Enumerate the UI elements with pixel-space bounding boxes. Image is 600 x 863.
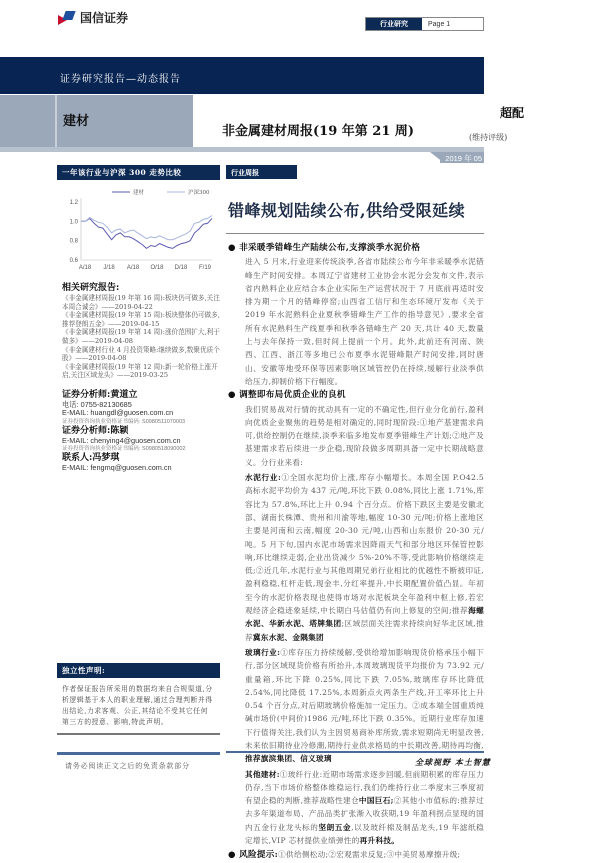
independence-title: 独立性声明:	[57, 663, 220, 678]
section-text: 我们贸易战对行情的扰动具有一定的不确定性,但行业分化前行,盈利向优质企业聚焦的趋势是相对确定的,同时现阶段:①地产基建需求尚可,供给控制仍在继续,淡季来临多地发布夏季错峰生产计划;②地产及基建需求若后续进一步企稳,现阶段做多周期具备一定中长期战略意义。分行业来看:	[245, 404, 484, 467]
related-reports	[62, 282, 222, 380]
cement-text: ①全国水泥均价上涨,库存小幅增长。本周全国 P.O42.5 高标水泥平均价为 437 元/吨,环比下跌 0.08%,同比上涨 1.71%,库容比为 57.8%,环比上升 0.94 个百分点。价格下跌区主要是安徽北部、湖南长株潭、贵州和川渝等地,幅度 10-30 元/吨;价格上涨地区主要是河南和云南,幅度 20-30 元/吨,山西和山东报价 20-30 元/吨。5 月下旬,国内水泥市场需求因降雨天气和部分地区环保管控影响,环比继续走弱,企业出货减少 5%-20%不等,受此影响价格继续走低;②近几年,水泥行业与其他周期兄弟行业相比的优越性不断被印证,盈利稳稳,杠杆走低,现金丰,分红率提升,中长期配置价值凸显。年初至今的水泥价格表现也使得市场对水泥板块全年盈利中枢上修,若宏观经济企稳迹象延续,中长期白马估值仍有向上修复的空间;推荐	[245, 473, 484, 616]
cement-text: ;区域层面关注需求持续向好华北区域,推荐	[245, 619, 484, 642]
contact-role: 联系人:	[62, 453, 93, 464]
contact-name-text: 冯梦琪	[92, 453, 120, 464]
related-item[interactable]	[62, 328, 222, 345]
legend-label: 沪深300	[188, 190, 210, 196]
analyst-name-text: 陈颖	[110, 425, 129, 436]
risk-text: ①供给侧松动;②宏观需求反复;③中美贸易摩擦升级;	[278, 850, 461, 860]
logo-icon	[58, 11, 76, 25]
page-number: Page 1	[428, 20, 451, 28]
related-item-date: ——2019-04-08	[81, 336, 133, 345]
other-text: ,以及玻纤棉及制品龙头,19 年滤纸稳定增长,VIP 芯材提供业绩弹性的	[245, 822, 485, 846]
divider	[0, 147, 484, 152]
related-item-date: ——2019-03-25	[116, 371, 169, 380]
x-tick-label: A/18	[78, 265, 92, 270]
cement-paragraph	[228, 471, 484, 644]
analyst-cert: 证券投资咨询执业资格证书编码: S0980518090002	[62, 446, 186, 453]
independence-text: 作者保证报告所采用的数据均来自合规渠道,分析逻辑基于本人的职业理解,通过合理判断并得出结论,力求客观、公正,其结论不受其它任何第三方的授意、影响,特此声明。	[57, 678, 220, 735]
chart-svg	[57, 180, 220, 270]
chart-title: 一年该行业与沪深 300 走势比较	[57, 165, 220, 180]
contact-email[interactable]: E-MAIL: fengmq@guosen.com.cn	[62, 463, 172, 473]
analyst-name-text: 黄道立	[110, 390, 138, 400]
headline: 错峰规划陆续公布,供给受限延续	[228, 201, 466, 220]
report-date: 2019 年 05 月 29 日	[445, 154, 482, 174]
section-text: 进入 5 月末,行业迎来传统淡季,各省市陆续公布今年非采暖季水泥错峰生产时间安排。本周辽宁省建材工业协会水泥分会发布文件,表示省内熟料企业应结合本企业实际生产运营状况于 7 月底前再适时安排为期一个月的错峰停窑;山西省工信厅和生态环境厅发布《关于 2019 年水泥熟料企业夏秋季错峰生产工作的指导意见》,要求全省所有水泥熟料生产线夏季和秋季各错峰生产 20 天,共计 40 天,数量上与去年保持一致,但时间上提前一个月。此外,此前还有河南、陕西、江西、浙江等多地已公布夏季水泥错峰限产时间安排,同时唐山、安徽等地受环保等因素影响区域管控仍在持续,缓解行业淡季供给压力,抑制价格下行幅度。	[245, 257, 484, 386]
cement-label: 水泥行业:	[245, 473, 282, 483]
header-tag	[365, 17, 484, 31]
company-logo	[58, 9, 128, 26]
other-pick: 中国巨石;	[358, 796, 394, 806]
analyst-cert: 证券投资咨询执业资格证书编码: S0980511070003	[62, 418, 186, 425]
other-pick: 再升科技。	[359, 836, 400, 846]
y-tick-label: 0.8	[69, 238, 78, 245]
section-heading: ● 调整即布局优质企业的良机	[228, 389, 484, 402]
report-body	[228, 241, 484, 863]
sector-label: 建材	[55, 95, 89, 147]
glass-text: ①库存压力持续缓解,受供给增加影响现货价格承压小幅下行,部分区域现货价格有所抬升,本周玻璃现货平均报价为 73.92 元/重量箱,环比下降 0.25%,同比下跌 7.05%,玻璃库存环比降低 2.54%,同比降低 17.25%,本周新点火两条生产线,开工率环比上升 0.54 个百分点,对后期玻璃价格施加一定压力。②成本端全国重质纯碱市场价(中间价)1986 元/吨,环比下跌 0.35%。近期行业库存加速下行值得关注,我们认为主因贸易商补库所致,需求短期尚无明显改善,未来依旧期待业冷修潮,期待行业供求格局的中长期改善,期待再均衡,	[245, 647, 484, 750]
other-text: ①玻纤行业:近期市场需求逐步回暖,但前期积累的库存压力仍存,当下市场价格整体维稳运行,我们仍维持行业二季度末三季度初有望企稳的判断,推荐战略性建仓	[245, 769, 484, 806]
report-category-tag: 行业周报	[226, 165, 297, 179]
y-tick-label: 1.2	[69, 200, 78, 206]
analyst-email[interactable]: E-MAIL: chenying4@guosen.com.cn	[62, 435, 181, 445]
cement-picks: 海螺水泥、华新水泥、塔牌集团	[245, 606, 484, 629]
legend-label: 建材	[133, 190, 145, 196]
glass-paragraph	[228, 646, 484, 766]
x-tick-label: J/18	[103, 265, 115, 270]
report-title: 非金属建材周报(19 年第 21 周)	[222, 124, 415, 139]
related-title: 相关研究报告:	[62, 283, 120, 293]
x-tick-label: F/19	[198, 265, 212, 270]
related-item[interactable]	[62, 363, 222, 380]
related-item-title: 《非金属建材周报(19 年第 14 周):涨价范围扩大,利于做多》	[62, 328, 220, 345]
analyst-email[interactable]: E-MAIL: huangdl@guosen.com.cn	[62, 408, 174, 418]
related-item-date: ——2019-04-22	[101, 302, 153, 311]
related-item-title: 《非金属建材周报(19 年第 12 周):新一轮价格上涨开启,关注区域龙头》	[62, 362, 218, 380]
glass-label: 玻璃行业:	[245, 647, 281, 657]
rating-note: (维持评级)	[469, 133, 508, 142]
related-item-title: 《非金属建材周报(19 年第 15 周):板块整体仍可做多,推荐登朗五金》	[62, 311, 220, 328]
other-pick: 坚朗五金	[318, 822, 352, 832]
related-item[interactable]	[62, 311, 222, 328]
rating: 超配	[500, 106, 525, 120]
x-tick-label: O/18	[150, 265, 164, 270]
analyst-role: 证券分析师:	[62, 425, 111, 436]
related-item-date: ——2019-04-15	[108, 319, 160, 328]
analyst-phone: 电话: 0755-82130685	[62, 400, 132, 409]
footer-divider	[226, 751, 484, 753]
other-paragraph	[228, 768, 484, 848]
related-item[interactable]	[62, 346, 222, 363]
risk-heading	[228, 848, 484, 862]
performance-chart	[57, 165, 220, 274]
related-item-date: ——2019-04-08	[75, 354, 127, 363]
y-tick-label: 0.6	[69, 258, 78, 264]
glass-picks: 推荐旗滨集团、信义玻璃	[245, 754, 332, 764]
risk-label: 风险提示:	[239, 850, 279, 861]
y-tick-label: 1.0	[69, 219, 78, 226]
related-item-title: 《非金属建材周报(19 年第 16 周):板块仍可做多,关注本周合诚会》	[62, 294, 220, 311]
disclaimer-note: 请务必阅读正文之后的免责条款部分	[57, 752, 220, 771]
logo-text: 国信证券	[80, 11, 129, 25]
analyst-role: 证券分析师:	[62, 390, 111, 400]
other-label: 其他建材:	[245, 769, 280, 779]
report-type-banner: 证券研究报告—动态报告	[0, 57, 484, 94]
x-tick-label: D/18	[174, 265, 188, 270]
divider	[226, 233, 484, 234]
category-tag: 行业研究	[366, 18, 422, 30]
sector-block	[0, 95, 193, 147]
independence-statement	[57, 663, 220, 735]
section-heading: ● 非采暖季错峰生产陆续公布,支撑淡季水泥价格	[228, 242, 484, 255]
cement-picks: 冀东水泥、金隅集团	[252, 632, 324, 642]
related-item-title: 《非金属建材行业 4 月投资策略:继续做多,数聚优质个股》	[62, 345, 220, 363]
analyst-contacts	[62, 390, 227, 473]
x-tick-label: A/18	[126, 265, 140, 270]
other-text: ②其他小市值标的:推荐过去多年渠道布局、产品品类扩张渐入收获期,19 年盈利拐点显现的国内五金行业龙头标的	[245, 796, 484, 832]
related-item[interactable]	[62, 294, 222, 311]
slogan: 全球视野 本土智慧	[415, 757, 491, 767]
